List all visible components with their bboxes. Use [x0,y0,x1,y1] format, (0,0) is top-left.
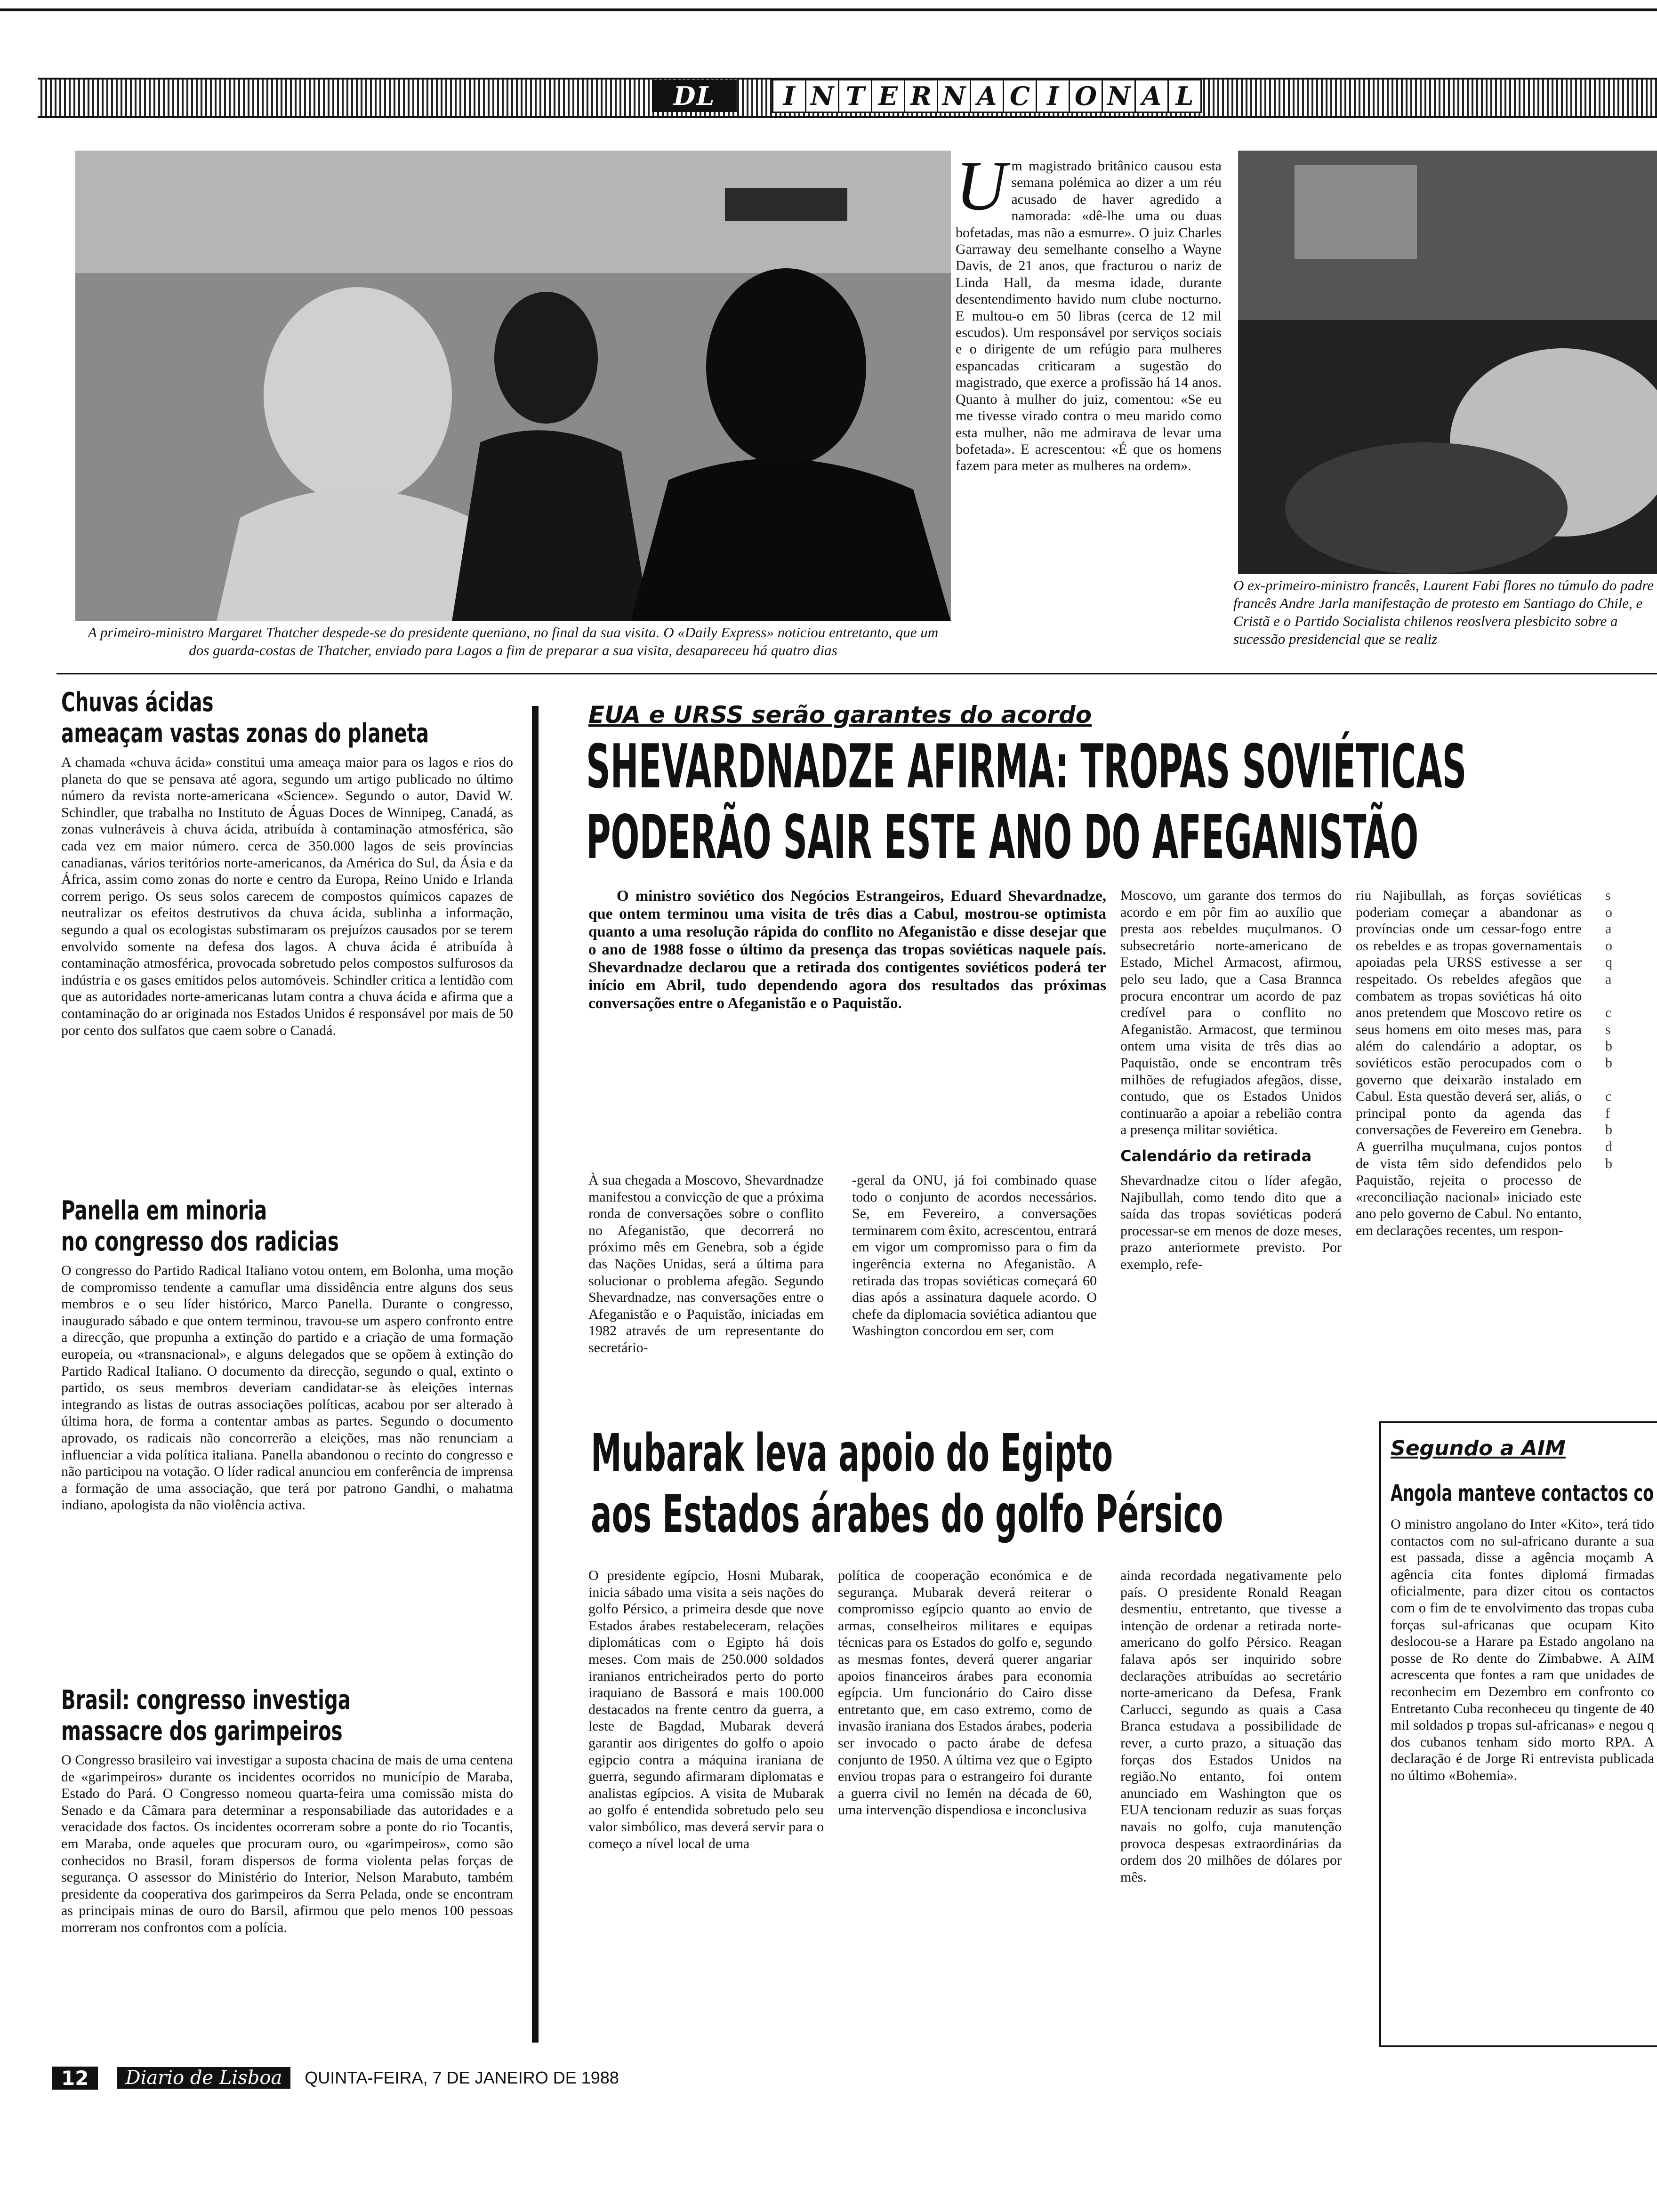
lead-headline: PODERÃO SAIR ESTE ANO DO AFEGANISTÃO [586,802,1419,873]
photo-image [1238,151,1657,574]
lead-col-1: À sua chegada a Moscovo, Shevardnadze manifestou a convicção de que a próxima ronda de conversações sobre o conflito no Afeganistão, que decorrerá no próximo mês em Genebra, sob a égide das Nações Unidas, será a última para solucionar o problema afegão. Segundo Shevardnadze, nas conversações entre o Afeganistão e o Paquistão, iniciadas em 1982 através de um representante do secretário- [588,1172,824,1355]
photo-thatcher [75,151,951,621]
lead-col-2: -geral da ONU, já foi combinado quase todo o conjunto de acordos necessários. Se, em Fevereiro, a conversações terminarem com êxito, acrescentou, entrará em vigor um compromisso para o fim da ingerência externa no Afeganistão. A retirada das tropas soviéticas começará 60 dias após a assinatura daquele acordo. O chefe da diplomacia soviética adiantou que Washington concordou em ser, com [852,1172,1097,1339]
photo-image [75,151,951,621]
lead-col-3-text: Moscovo, um garante dos termos do acordo e em pôr fim ao auxílio que presta aos rebeldes muçulmanos. O subsecretário norte-americano de Estado, Michel Armacost, afirmou, pelo seu lado, que a Casa Brannca procura encontrar um acordo de paz credível para o conflito no Afeganistão. Armacost, que terminou ontem uma visita de três dias ao Paquistão, onde se encontram três milhões de refugiados afegãos, disse, contudo, que os Estados Unidos continuarão a apoiar a rebelião contra a presença militar soviética. [1120,888,1342,1138]
article-body: O congresso do Partido Radical Italiano votou ontem, em Bolonha, uma moção de compromisso tendente a camuflar uma dissidência entre alguns dos seus membros e o seu líder histórico, Marco Panella. Durante o congresso, inaugurado sábado e que ontem terminou, travou-se um aspero confronto entre a direcção, que propunha a extinção do partido e a criação de uma formação europeia, ou «transnacional», e alguns delegados que se opõem à extinção do Partido Radical Italiano. O documento da direcção, segundo o qual, extinto o partido, os seus membros deveriam candidatar-se às eleições internas integrando as listas de outras associações políticas, acabou por ser alterado à última hora, de forma a contentar ambas as partes. Segundo o documento aprovado, os radicais não concorrerão a eleições, mas não renunciam a influenciar a vida política italiana. Panella abandonou o recinto do congresso e não participou na votação. O líder radical anunciou em conferência de imprensa a formação de uma associação, que terá por patrono Gandhi, o mahatma indiano, apologista da não violência activa. [61,1263,513,1513]
lead-col-3-text: Shevardnadze citou o líder afegão, Najibullah, como tendo dito que a saída das tropas soviéticas poderá processar-se em menos de doze meses, prazo anteriormete previsto. Por exemplo, refe- [1120,1172,1342,1272]
headline: massacre dos garimpeiros [61,1716,343,1747]
headline: Chuvas ácidas [61,687,214,718]
section-title-letter: O [1069,79,1103,113]
headline: ameaçam vastas zonas do planeta [61,718,429,749]
section-title-letter: A [1134,79,1169,113]
newspaper-logo: DL [652,80,737,112]
photo-fabius [1238,151,1657,574]
article-panella [61,1195,513,1514]
mubarak-col-2: política de cooperação económica e de segurança. Mubarak deverá reiterar o compromisso egípcio quanto ao envio de armas, conselheiros militares e equipas técnicas para os Estados do golfo e, segundo as mesmas fontes, deverá querer angariar apoios financeiros árabes para economia egípcia. Um funcionário do Cairo disse entretanto que, em caso extremo, como de invasão iraniana dos Estados árabes, poderia ser invocado o pacto árabe de defesa conjunto de 1950. A última vez que o Egipto enviou tropas para o estrangeiro foi durante a guerra civil no Iemén na década de 60, uma intervenção dispendiosa e inconclusiva [838,1568,1092,1818]
section-title-letter: N [937,79,971,113]
subheading: Calendário da retirada [1120,1146,1312,1165]
column-bar [532,706,539,2043]
section-title-letter: T [838,79,872,113]
mubarak-headline: Mubarak leva apoio do Egipto [591,1423,1113,1483]
article-body: O Congresso brasileiro vai investigar a suposta chacina de mais de uma centena de «garimpeiros» durante os incidentes ocorridos no município de Maraba, Estado do Pará. O Congresso nomeou quarta-feira uma comissão mista do Senado e da Câmara para determinar a responsabiliade das autoridades e a veracidade dos factos. Os incidentes ocorreram sobre a ponte do rio Tocantis, em Maraba, onde aqueles que procuram ouro, ou «garimpeiros», como são conhecidos no Brasil, foram dispersos de forma violenta pelas forças de segurança. O assessor do Ministério do Interior, Nelson Marabuto, também presidente da cooperativa dos garimpeiros da Serra Pelada, onde se encontram as principais minas de ouro do Barsil, afirmou que pelo menos 100 pessoas morreram nos confrontos com a polícia. [61,1752,513,1935]
headline: Brasil: congresso investiga [61,1685,351,1715]
section-title-letter: L [1167,79,1202,113]
aim-kicker: Segundo a AIM [1391,1436,1566,1460]
kicker: EUA e URSS serão garantes do acordo [588,701,1092,729]
page-number: 12 [52,2067,98,2090]
newspaper-name: Diario de Lisboa [117,2067,290,2089]
article-chuvas-acidas [61,687,513,1039]
aim-box [1379,1421,1657,2047]
section-title-letter: I [772,79,806,113]
mubarak-headline: aos Estados árabes do golfo Pérsico [591,1484,1223,1544]
brief-magistrado [956,147,1222,474]
section-title-letter: I [1036,79,1070,113]
photo-caption-fabius: O ex-primeiro-ministro francês, Laurent Fabi flores no túmulo do padre francês Andre Jarla manifestação de protesto em Santiago do Chile, e Cristã e o Partido Socialista chilenos reoslvera plesbicito sobre a sucessão presidencial que se realiz [1233,577,1654,647]
section-title-letter: C [1003,79,1037,113]
aim-title: Angola manteve contactos co [1391,1480,1654,1507]
footer [52,2064,711,2092]
aim-body: O ministro angolano do Inter «Kito», terá tido contactos com no sul-africano durante a sua est passada, disse a agência moçamb A agência cita fontes diplomá firmadas oficialmente, para dizer citou os contactos com o fim de te envolvimento das tropas cuba forças sul-africanas que ocupam Kito deslocou-se a Harare pa Estado angolano na posse de Ro dente do Zimbabwe. A AIM acrescenta que fontes a ram que unidades de reconhecim em Dezembro em confronto co Entretanto Cuba reconheceu qu tingente de 40 mil soldados p tropas sul-africanas» e negou q dos cubanos tenham sido morto RPA. A declaração é de Jorge Ri entrevista publicada no último «Bohemia». [1391,1516,1654,1783]
section-title [772,79,1200,113]
lead-col-5-edge: s o a o q a c s b b c f b d b [1605,888,1612,1171]
lead-col-4: riu Najibullah, as forças soviéticas poderiam começar a abandonar as províncias onde um cessar-fogo entre os rebeldes e as tropas governamentais apoiadas pela URSS estivesse a ser respeitado. Os rebeldes afegãos que combatem as tropas soviéticas há oito anos pretendem que Moscovo retire os seus homens em oito meses mas, para além do calendário a adoptar, os soviéticos estão perocupados com o governo que deixarão instalado em Cabul. Esta questão deverá ser, aliás, o principal ponto da agenda das conversações de Fevereiro em Genebra. A guerrilha muçulmana, cujos pontos de vista têm sido defendidos pelo Paquistão, rejeita o processo de «reconciliação nacional» iniciado este ano pelo governo de Cabul. No entanto, em declarações recentes, um respon- [1356,888,1582,1238]
lead-col-3 [1120,887,1342,1273]
headline: no congresso dos radicias [61,1226,339,1257]
section-title-letter: E [871,79,905,113]
section-title-letter: N [1102,79,1136,113]
section-title-letter: R [904,79,938,113]
drop-cap: U [956,147,1007,225]
section-title-letter: A [970,79,1004,113]
article-brasil [61,1685,513,1936]
headline: Panella em minoria [61,1195,267,1226]
section-title-letter: N [805,79,839,113]
photo-caption-thatcher: A primeiro-ministro Margaret Thatcher despede-se do presidente queniano, no final da sua visita. O «Daily Express» noticiou entretanto, que um dos guarda-costas de Thatcher, enviado para Lagos a fim de preparar a sua visita, desapareceu há quatro dias [88,624,939,658]
lead-intro: O ministro soviético dos Negócios Estrangeiros, Eduard Shevardnadze, que ontem terminou uma visita de três dias a Cabul, mostrou-se optimista quanto a uma resolução rápida do conflito no Afeganistão e disse desejar que o ano de 1988 fosse o último da presença das tropas soviéticas naquele país. Shevardnadze declarou que a retirada dos contigentes soviéticos poderá ter início em Abril, tudo dependendo agora dos resultados das próximas conversações entre o Afeganistão e o Paquistão. [588,888,1106,1012]
article-body: A chamada «chuva ácida» constitui uma ameaça maior para os lagos e rios do planeta do que se pensava até agora, segundo um artigo publicado no último número da revista norte-americana «Science». Segundo o autor, David W. Schindler, que trabalha no Instituto de Águas Doces de Winnipeg, Canadá, as zonas vulneráveis à chuva ácida, atribuída à contaminação atmosférica, são cada vez em maior número. cerca de 350.000 lagos de seis províncias canadianas, vários teritórios norte-americanos, da América do Sul, da Ásia e da África, assim como zonas do norte e centro da Europa, Reino Unido e Irlanda correm perigo. Os seus solos carecem de compostos químicos capazes de neutralizar os efeitos destrutivos da chuva ácida, sublinha a informação, segundo a qual os ecologistas substimaram os prejuízos causados por se terem envolvido somente na defesa dos lagos. A chuva ácida é atribuída à contaminação atmosférica, provocada sobretudo pelos compostos sulfurosos da indústria e os gases emitidos pelos automóveis. Schindler critica a lentidão com que as autoridades norte-americanas lutam contra a chuva ácida e afirma que a contaminação do ar originada nos Estados Unidos é responsável por mais de 50 por cento dos sulfatos que caem sobre o Canadá. [61,754,513,1038]
mubarak-col-1: O presidente egípcio, Hosni Mubarak, inicia sábado uma visita a seis nações do golfo Pérsico, a primeira desde que nove Estados árabes restabeleceram, relações diplomáticas com o Egipto há dois meses. Com mais de 250.000 soldados iranianos entricheirados perto do porto iraquiano de Bassorá e mais 100.000 destacados na frente centro da guerra, a leste de Bagdad, Mubarak deverá garantir aos dirigentes do golfo o apoio egipcio contra a máquina iraniana de guerra, segundo afirmaram diplomatas e analistas egípcios. A visita de Mubarak ao golfo é entendida sobretudo pelo seu valor simbólico, mas deverá servir para o começo a nível local de uma [588,1568,824,1851]
divider [56,673,1657,674]
top-rule [0,8,1657,11]
brief-text: m magistrado britânico causou esta semana polémica ao dizer a um réu acusado de haver agredido a namorada: «dê-lhe uma ou duas bofetadas, mas não a esmurre». O juiz Charles Garraway deu semelhante conselho a Wayne Davis, de 21 anos, que fracturou o nariz de Linda Hall, da mesma idade, durante desentendimento havido num clube nocturno. E multou-o em 50 libras (cerca de 12 mil escudos). Um responsável por serviços sociais e o dirigente de um refúgio para mulheres espancadas criticaram a sugestão do magistrado, que exerce a profissão há 14 anos. Quanto à mulher do juiz, comentou: «Se eu me tivesse virado contra o meu marido como esta mulher, não me admirava de levar uma bofetada». E acrescentou: «É que os homens fazem para meter as mulheres na ordem». [956,158,1222,474]
publication-date: QUINTA-FEIRA, 7 DE JANEIRO DE 1988 [305,2068,619,2087]
lead-headline: SHEVARDNADZE AFIRMA: TROPAS SOVIÉTICAS [586,732,1467,802]
mubarak-col-3: ainda recordada negativamente pelo país. O presidente Ronald Reagan desmentiu, entretanto, que tivesse a intenção de ordenar a retirada norte-americano do golfo Pérsico. Reagan falava após ser inquirido sobre declarações atribuídas ao secretário norte-americano da Defesa, Frank Carlucci, segundo as quais a Casa Branca estudava a possibilidade de rever, a curto prazo, a situação das forças dos Estados Unidos na região.No entanto, foi ontem anunciado em Washington que os EUA tencionam reduzir as suas forças navais no golfo, cuja manutenção provoca despesas extraordinárias da ordem dos 20 milhões de dólares por mês. [1120,1568,1342,1885]
